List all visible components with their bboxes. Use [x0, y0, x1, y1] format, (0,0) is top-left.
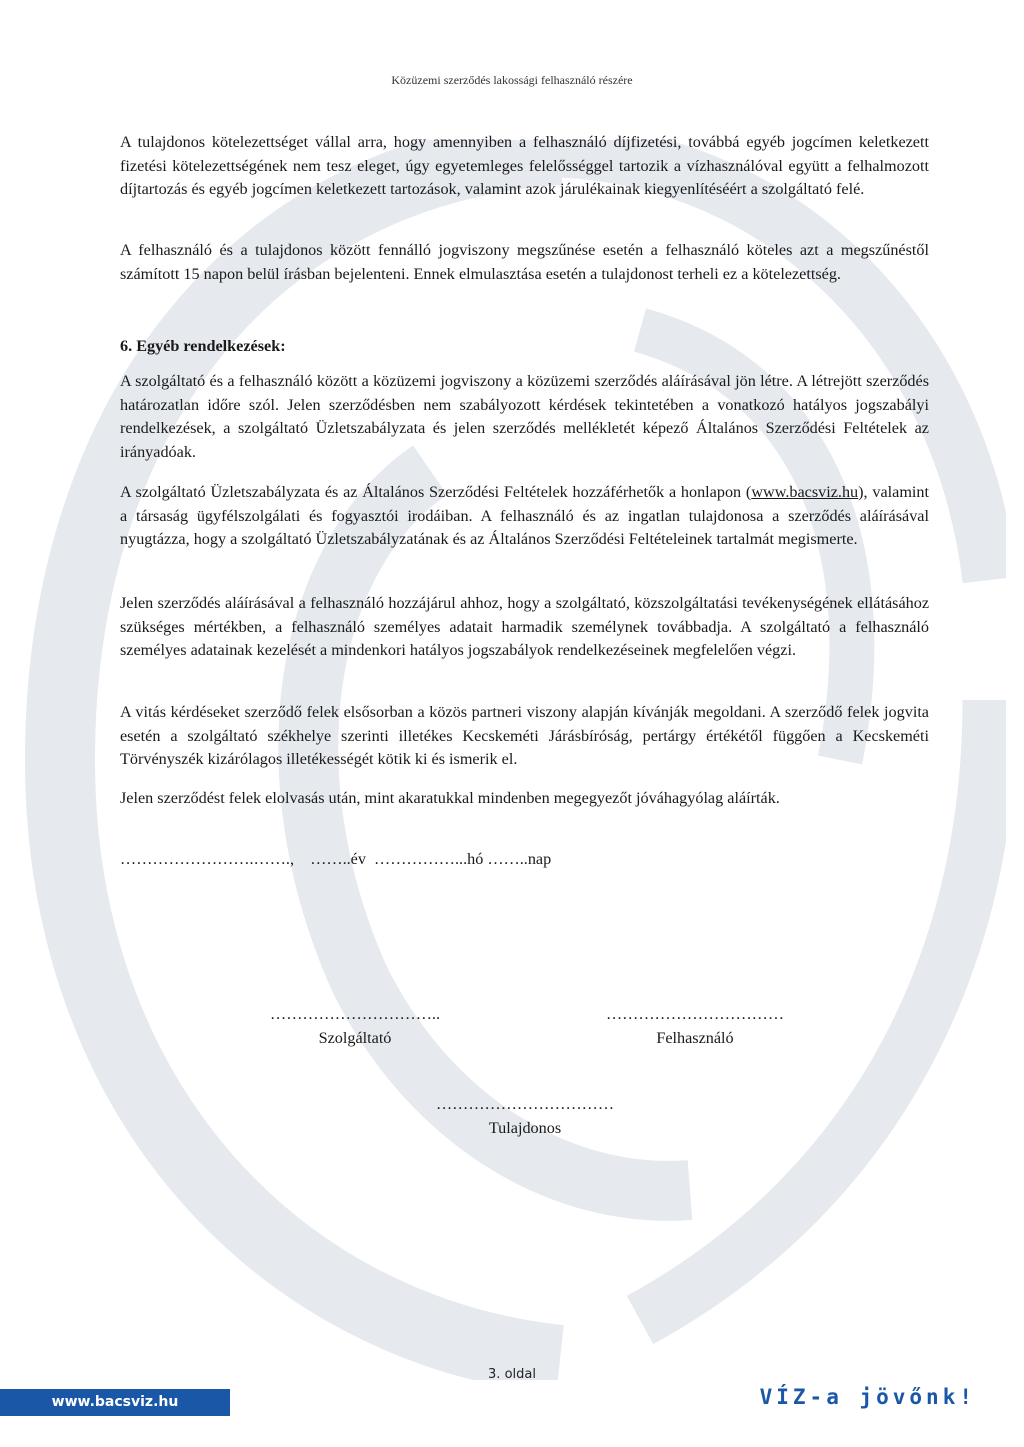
- signature-label: Tulajdonos: [488, 1119, 562, 1137]
- signature-user: [580, 1003, 810, 1049]
- footer-slogan: VÍZ-a jövőnk!: [759, 1385, 976, 1409]
- signature-provider: [240, 1003, 470, 1049]
- signature-line: ……………………………: [435, 1095, 615, 1113]
- paragraph-data-consent: Jelen szerződés aláírásával a felhasználó hozzájárul ahhoz, hogy a szolgáltató, közszolgáltatási tevékenységének ellátásához szükséges mértékben, a felhasználó személyes adatait harmadik személynek továbbadja. A szolgáltató a felhasználó személyes adatainak kezelését a mindenkori hatályos jogszabályok rendelkezéseinek megfelelően végzi.: [120, 594, 929, 660]
- signature-line: …………………………..: [270, 1005, 440, 1023]
- website-link[interactable]: www.bacsviz.hu: [751, 483, 859, 501]
- section-heading: 6. Egyéb rendelkezések:: [120, 337, 286, 355]
- signature-label: Szolgáltató: [318, 1029, 392, 1047]
- signature-label: Felhasználó: [656, 1029, 734, 1047]
- paragraph-signing: Jelen szerződést felek elolvasás után, mint akaratukkal mindenben megegyezőt jóváhagyólag aláírták.: [120, 789, 780, 807]
- paragraph-owner-liability: A tulajdonos kötelezettséget vállal arra, hogy amennyiben a felhasználó díjfizetési, továbbá egyéb jogcímen keletkezett fizetési kötelezettségének nem tesz eleget, úgy egyetemleges felelősséggel tartozik a vízhasználóval együtt a felhalmozott díjtartozás és egyéb jogcímen keletkezett tartozások, valamint azok járulékainak kiegyenlítéséért a szolgáltató felé.: [120, 133, 929, 199]
- paragraph-terms-availability: [120, 481, 929, 552]
- paragraph-termination-notice: A felhasználó és a tulajdonos között fennálló jogviszony megszűnése esetén a felhasználó köteles azt a megszűnéstől számított 15 napon belül írásban bejelenteni. Ennek elmulasztása esetén a tulajdonost terheli ez a kötelezettség.: [120, 241, 929, 283]
- signature-owner: [410, 1093, 640, 1139]
- page-number: 3. oldal: [488, 1367, 536, 1382]
- paragraph-disputes: A vitás kérdéseket szerződő felek elsősorban a közös partneri viszony alapján kívánják megoldani. A szerződő felek jogvita esetén a szolgáltató székhelye szerinti illetékes Kecskeméti Járásbíróság, pertárgy értékétől függően a Kecskeméti Törvényszék kizárólagos illetékességét kötik ki és ismerik el.: [120, 703, 929, 769]
- paragraph-legal-relationship: A szolgáltató és a felhasználó között a közüzemi jogviszony a közüzemi szerződés aláírásával jön létre. A létrejött szerződés határozatlan időre szól. Jelen szerződésben nem szabályozott kérdések tekintetében a vonatkozó hatályos jogszabályi rendelkezések, a szolgáltató Üzletszabályzata és jelen szerződés mellékletét képező Általános Szerződési Feltételek az irányadóak.: [120, 372, 929, 461]
- date-line: …………………….……., ……..év ……………...hó ……..nap: [120, 850, 552, 868]
- footer-url[interactable]: www.bacsviz.hu: [51, 1394, 179, 1410]
- paragraph-text: ), valamint a társaság ügyfélszolgálati és fogyasztói irodáiban. A felhasználó és az ingatlan tulajdonosa a szerződés aláírásával nyugtázza, hogy a szolgáltató Üzletszabályzatának és az Általános Szerződési Feltételeinek tartalmát megismerte.: [120, 483, 929, 549]
- paragraph-text: A szolgáltató Üzletszabályzata és az Általános Szerződési Feltételek hozzáférhetők a honlapon (: [120, 483, 752, 501]
- signature-line: ……………………………: [605, 1005, 785, 1023]
- document-header: Közüzemi szerződés lakossági felhasználó részére: [391, 73, 633, 87]
